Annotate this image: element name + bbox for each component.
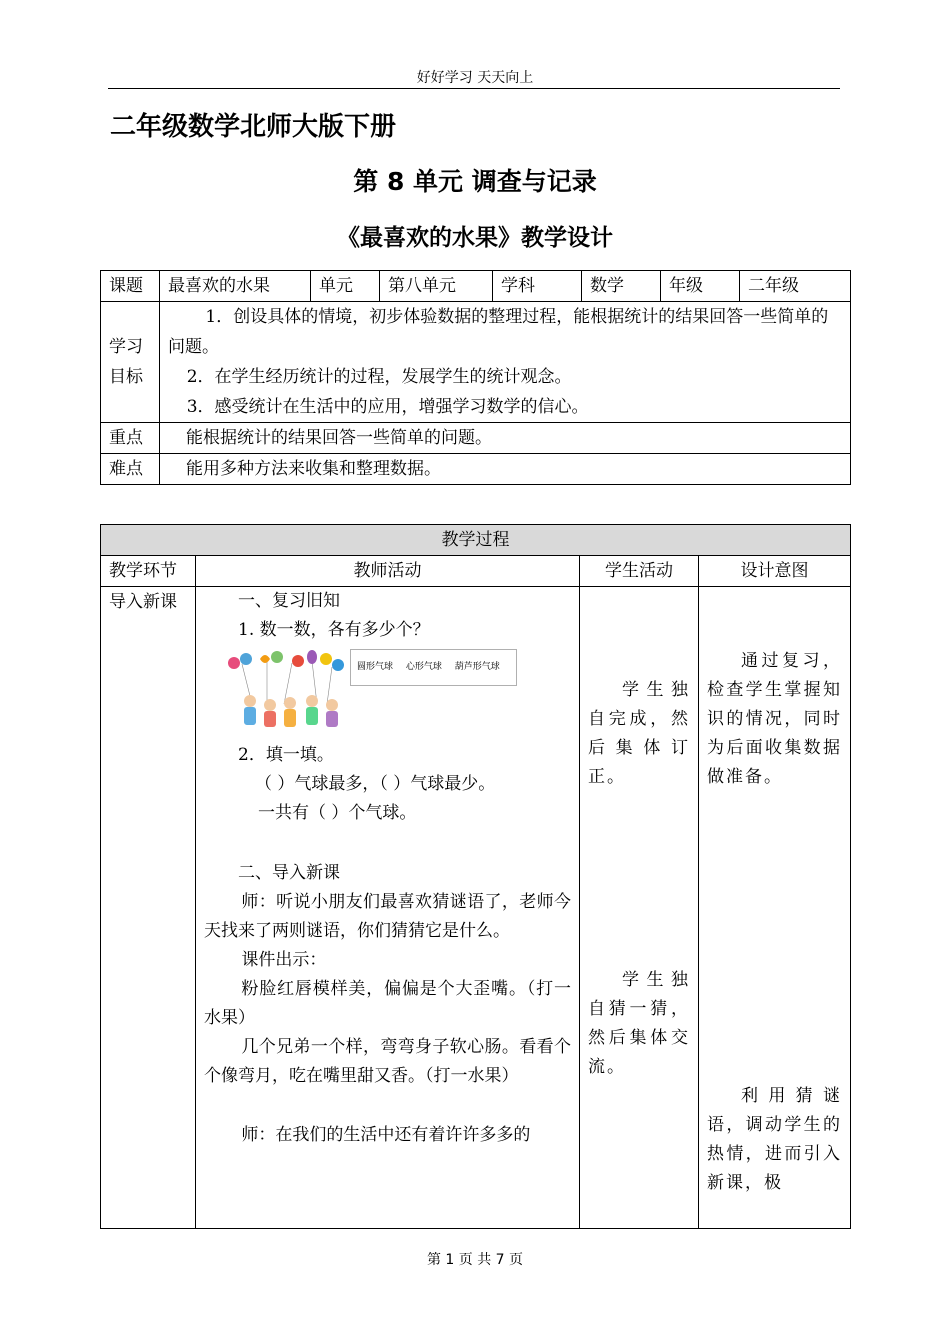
- subject-label: 学科: [493, 271, 582, 302]
- goals-label-line-1: 学习: [109, 337, 143, 357]
- riddle-1: 粉脸红唇模样美，偏偏是个大歪嘴。（打一水果）: [204, 979, 571, 1028]
- legend-gourd-balloon: 葫芦形气球: [454, 662, 500, 672]
- book-title: 二年级数学北师大版下册: [110, 112, 397, 142]
- col-teacher-header: 教师活动: [196, 556, 580, 587]
- intro-text-1: 师：听说小朋友们最喜欢猜谜语了，老师今天找来了两则谜语，你们猜猜它是什么。: [204, 892, 571, 941]
- teaching-process-table: [100, 524, 851, 1229]
- lesson-title: 《最喜欢的水果》教学设计: [337, 225, 613, 251]
- process-title: 教学过程: [101, 525, 851, 556]
- col-stage-header: 教学环节: [101, 556, 196, 587]
- page-header: 好好学习 天天向上: [416, 70, 534, 86]
- goal-item: 1．创设具体的情境，初步体验数据的整理过程，能根据统计的结果回答一些简单的问题。: [168, 307, 829, 357]
- children-balloons-illustration: [222, 649, 352, 735]
- question-2: 2．填一填。: [238, 745, 334, 765]
- review-heading: 一、复习旧知: [238, 591, 340, 611]
- student-activity: [580, 587, 699, 1229]
- goals-content: [160, 302, 851, 423]
- difficulty-row: [101, 454, 851, 485]
- balloon-figure: [222, 649, 571, 737]
- riddle-2: 几个兄弟一个样，弯弯身子软心肠。看看个个像弯月，吃在嘴里甜又香。（打一水果）: [204, 1037, 571, 1086]
- header-divider: [108, 88, 840, 89]
- goal-item: 2．在学生经历统计的过程，发展学生的统计观念。: [186, 367, 572, 387]
- legend-round-balloon: 圆形气球: [357, 662, 394, 672]
- spacer: [588, 792, 690, 966]
- key-point-text: 能根据统计的结果回答一些简单的问题。: [160, 423, 851, 454]
- unit-value: 第八单元: [380, 271, 493, 302]
- col-student-header: 学生活动: [580, 556, 699, 587]
- grade-label: 年级: [661, 271, 740, 302]
- info-row: [101, 271, 851, 302]
- unit-label: 单元: [311, 271, 380, 302]
- difficulty-label: 难点: [101, 454, 160, 485]
- fill-blank-1: （ ）气球最多，（ ）气球最少。: [255, 774, 496, 794]
- grade-value: 二年级: [740, 271, 851, 302]
- col-design-header: 设计意图: [699, 556, 851, 587]
- spacer: [588, 587, 690, 676]
- page-footer: 第 1 页 共 7 页: [426, 1252, 524, 1268]
- topic-value: 最喜欢的水果: [160, 271, 311, 302]
- intro-text-2: 师：在我们的生活中还有着许许多多的: [241, 1125, 531, 1145]
- unit-title: 第 8 单元 调查与记录: [353, 167, 597, 196]
- design-intent-1: 通过复习，检查学生掌握知识的情况，同时为后面收集数据做准备。: [707, 651, 842, 787]
- courseware-label: 课件出示：: [241, 950, 327, 970]
- difficulty-text: 能用多种方法来收集和整理数据。: [160, 454, 851, 485]
- legend-heart-balloon: 心形气球: [405, 662, 442, 672]
- goal-item: 3．感受统计在生活中的应用，增强学习数学的信心。: [186, 397, 589, 417]
- question-1: 1. 数一数，各有多少个？: [238, 620, 430, 640]
- goals-label: [101, 302, 160, 423]
- teacher-activity: [196, 587, 580, 1229]
- spacer: [204, 1091, 571, 1121]
- spacer: [707, 792, 842, 1082]
- topic-label: 课题: [101, 271, 160, 302]
- fill-blank-2: 一共有（ ）个气球。: [258, 803, 417, 823]
- key-point-label: 重点: [101, 423, 160, 454]
- spacer: [204, 828, 571, 859]
- stage-cell: 导入新课: [101, 587, 196, 1229]
- design-intent-2: 利用猜谜语，调动学生的热情，进而引入新课，极: [707, 1086, 842, 1193]
- spacer: [707, 587, 842, 647]
- subject-value: 数学: [582, 271, 661, 302]
- design-intent: [699, 587, 851, 1229]
- key-point-row: [101, 423, 851, 454]
- goals-label-line-2: 目标: [109, 367, 143, 387]
- goals-row: [101, 302, 851, 423]
- intro-heading: 二、导入新课: [238, 863, 340, 883]
- student-activity-2: 学生独自猜一猜，然后集体交流。: [588, 970, 690, 1077]
- balloon-legend: [350, 649, 517, 686]
- lesson-info-table: [100, 270, 851, 485]
- student-activity-1: 学生独自完成，然后集体订正。: [588, 680, 690, 787]
